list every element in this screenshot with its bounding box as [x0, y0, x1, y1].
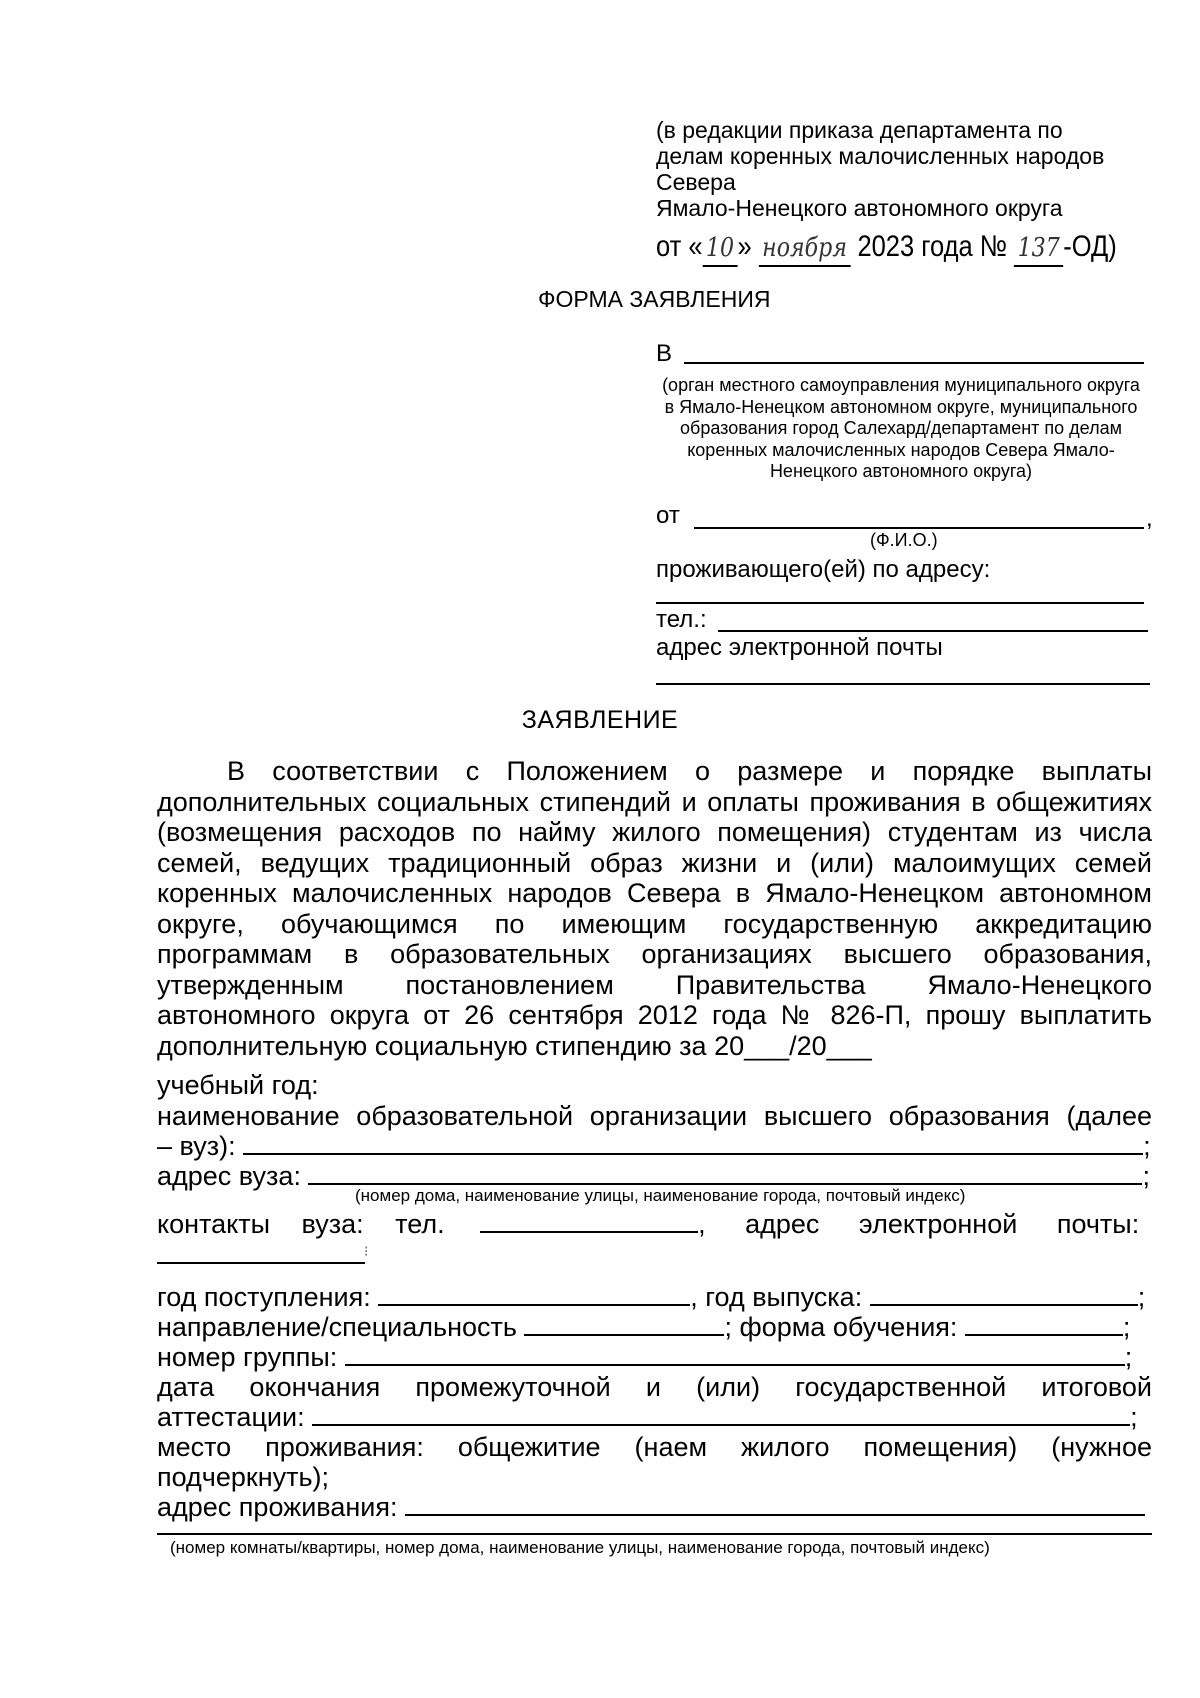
amendment-note: [656, 117, 1136, 221]
university-name-label-2: – вуз):: [157, 1131, 236, 1161]
university-address-label: адрес вуза:: [157, 1161, 301, 1191]
study-form-label: ; форма обучения:: [724, 1312, 958, 1342]
amendment-line-1: (в редакции приказа департамента по: [656, 117, 1063, 143]
contacts-label: контакты вуза: тел.: [157, 1209, 445, 1239]
from-prefix: от: [656, 502, 680, 529]
semicolon: ;: [1142, 1161, 1150, 1191]
to-prefix: В: [656, 340, 673, 367]
email-label: адрес электронной почты: [656, 634, 943, 661]
applicant-tel-line[interactable]: [718, 630, 1148, 632]
attestation-row: [157, 1402, 1152, 1432]
university-tel-line[interactable]: [480, 1209, 698, 1233]
applicant-email-line[interactable]: [656, 683, 1150, 685]
from-suffix: ,: [1146, 505, 1153, 532]
order-month-handwritten: ноября: [759, 231, 851, 267]
amendment-line-2: делам коренных малочисленных народов: [656, 143, 1105, 169]
residence-address-line[interactable]: [405, 1492, 1145, 1516]
residence-address-label: адрес проживания:: [157, 1492, 398, 1522]
attestation-line[interactable]: [312, 1402, 1130, 1426]
scan-mark: ⁝: [364, 1243, 369, 1259]
order-day-handwritten: 10: [703, 231, 738, 267]
graduation-year-label: , год выпуска:: [690, 1282, 863, 1312]
attestation-label: дата окончания промежуточной и (или) государственной итоговой: [157, 1372, 1152, 1402]
university-address-line[interactable]: [308, 1161, 1142, 1185]
semicolon: ;: [1143, 1131, 1151, 1161]
form-title: ФОРМА ЗАЯВЛЕНИЯ: [538, 286, 771, 312]
group-row: [157, 1342, 1152, 1372]
residence-place-label: место проживания: общежитие (наем жилого помещения) (нужное: [157, 1432, 1152, 1462]
order-year-text: 2023 года №: [850, 230, 1015, 263]
admission-year-line[interactable]: [378, 1282, 690, 1306]
semicolon: ;: [1122, 1312, 1131, 1342]
semicolon: ;: [1137, 1282, 1146, 1312]
university-email-line[interactable]: [157, 1262, 365, 1264]
applicant-address-label: проживающего(ей) по адресу:: [656, 556, 991, 583]
specialty-label: направление/специальность: [157, 1312, 517, 1342]
contacts-row: [157, 1209, 1152, 1239]
specialty-row: [157, 1312, 1152, 1342]
document-title: ЗАЯВЛЕНИЕ: [521, 706, 679, 734]
order-reference: [656, 230, 1117, 267]
body-paragraph: [157, 756, 1152, 1061]
graduation-year-line[interactable]: [870, 1282, 1138, 1306]
tel-prefix: тел.:: [656, 606, 707, 633]
applicant-address-line[interactable]: [656, 602, 1144, 604]
body-paragraph-text: В соответствии с Положением о размере и порядке выплаты дополнительных социальных стипендий и оплаты проживания в общежитиях (возмещения расходов по найму жилого помещения) студентам из числа семей, ведущих традиционный образ жизни и (или) малоимущих семей коренных малочисленных народов Севера в Ямало-Ненецком автономном округе, обучающимся по имеющим государственную аккредитацию программам в образовательных организациях высшего образования, утвержденным постановлением Правительства Ямало-Ненецкого автономного округа от 26 сентября 2012 года № 826-П, прошу выплатить дополнительную социальную стипендию за 20___/20___: [157, 756, 1152, 1061]
order-suffix-text: -ОД): [1063, 230, 1117, 263]
university-name-row: [157, 1131, 1152, 1161]
order-from-text: от «: [656, 230, 703, 263]
group-number-line[interactable]: [345, 1342, 1125, 1366]
applicant-name-line[interactable]: [694, 527, 1144, 529]
admission-row: [157, 1282, 1152, 1312]
admission-year-label: год поступления:: [157, 1282, 371, 1312]
study-form-line[interactable]: [965, 1312, 1123, 1336]
residence-address-note: (номер комнаты/квартиры, номер дома, наименование улицы, наименование города, почтовый индекс): [170, 1538, 990, 1557]
university-name-line[interactable]: [243, 1131, 1143, 1155]
semicolon: ;: [1124, 1342, 1133, 1372]
residence-place-label-2: подчеркнуть);: [157, 1462, 330, 1492]
amendment-line-4: Ямало-Ненецкого автономного округа: [656, 195, 1063, 221]
amendment-line-3: Севера: [656, 169, 736, 195]
attestation-label-2: аттестации:: [157, 1402, 305, 1432]
residence-address-row: [157, 1492, 1152, 1522]
group-number-label: номер группы:: [157, 1342, 338, 1372]
semicolon: ;: [1130, 1402, 1138, 1432]
residence-address-line-2[interactable]: [157, 1533, 1152, 1535]
academic-year-label: учебный год:: [157, 1070, 319, 1100]
fio-note: (Ф.И.О.): [870, 530, 938, 550]
addressee-line[interactable]: [684, 362, 1144, 364]
org-note: (орган местного самоуправления муниципального округа в Ямало-Ненецком автономном округе, муниципального образования город Салехард/департамент по делам коренных малочисленных народов Севера Ямало-Ненецкого автономного округа): [662, 375, 1140, 481]
university-name-label: наименование образовательной организации высшего образования (далее: [157, 1101, 1152, 1131]
order-number-handwritten: 137: [1014, 231, 1063, 267]
specialty-line[interactable]: [524, 1312, 724, 1336]
university-address-note: (номер дома, наименование улицы, наименование города, почтовый индекс): [355, 1186, 966, 1205]
contacts-email-label: , адрес электронной почты:: [698, 1209, 1140, 1239]
order-mid-text: »: [737, 230, 759, 263]
